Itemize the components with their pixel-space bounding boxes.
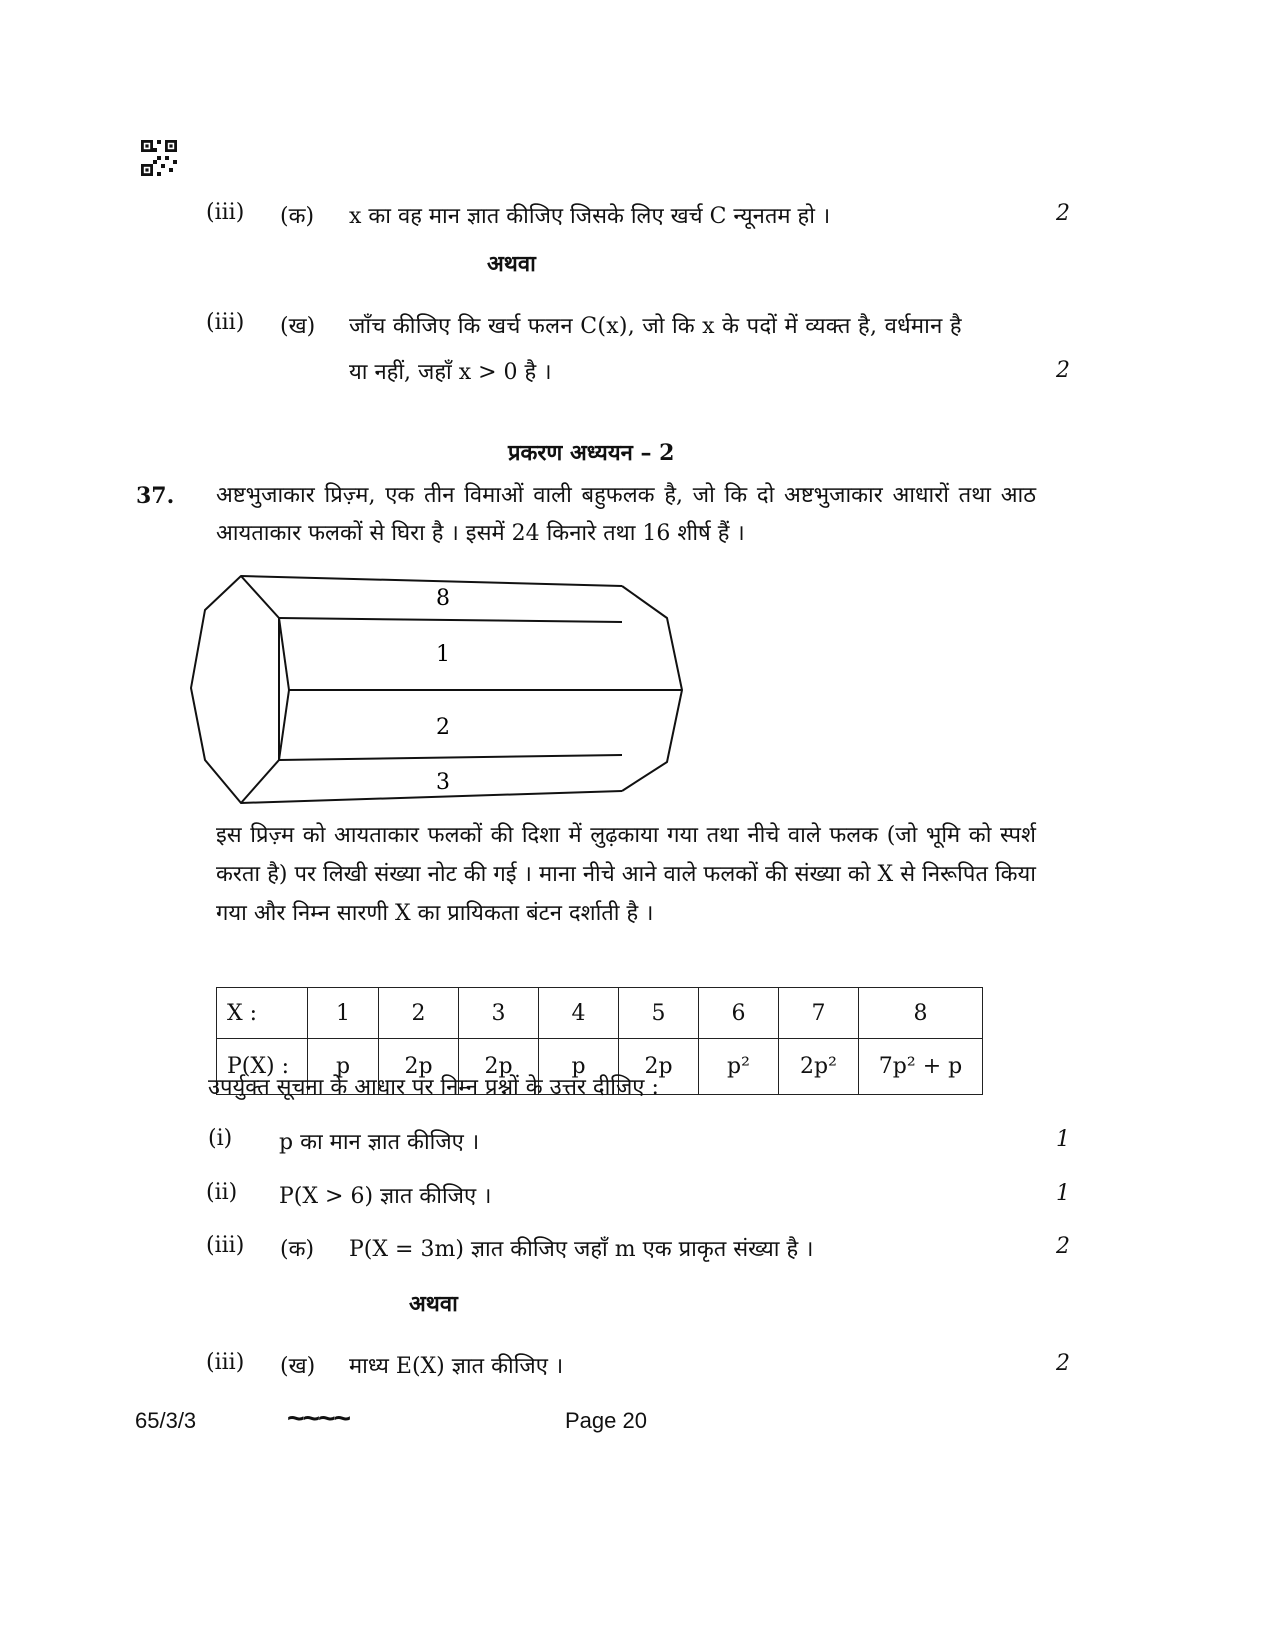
table-cell: 2p [379,1039,459,1095]
table-cell: 8 [859,988,983,1039]
case-study-heading: प्रकरण अध्ययन – 2 [508,440,675,466]
q37-description: इस प्रिज़्म को आयताकार फलकों की दिशा में लुढ़काया गया तथा नीचे वाले फलक (जो भूमि को स्पर्श करता है) पर लिखी संख्या नोट की गई । माना नीचे आने वाले फलकों की संख्या को X से निरूपित किया गया और निम्न सारणी X का प्रायिकता बंटन दर्शाती है । [216,823,1036,926]
q37-part-ii-text: P(X > 6) ज्ञात कीजिए । [279,1184,492,1209]
page-number: Page 20 [565,1408,647,1433]
q37-part-i-text: p का मान ज्ञात कीजिए । [279,1130,480,1155]
q37-part-iii-b-marks: 2 [1056,1351,1070,1376]
table-row-x [217,988,983,1039]
q36-part-a-label: (क) [280,204,315,229]
table-cell: 2p [459,1039,539,1095]
table-cell: 7p² + p [859,1039,983,1095]
q36-part-b-number: (iii) [206,310,245,335]
q37-part-i-number: (i) [208,1126,233,1151]
q37-part-iii-b-label: (ख) [280,1354,316,1379]
table-cell: 3 [459,988,539,1039]
table-cell: 2p [619,1039,699,1095]
q37-number: 37. [136,483,175,509]
table-cell: p [308,1039,379,1095]
table-header-p: P(X) : [217,1039,308,1095]
q37-part-iii-a-text: P(X = 3m) ज्ञात कीजिए जहाँ m एक प्राकृत संख्या है । [349,1237,814,1262]
table-cell: 5 [619,988,699,1039]
face-label-2: 2 [436,715,450,740]
table-cell: 2p² [779,1039,859,1095]
table-cell: 7 [779,988,859,1039]
q36-part-b-label: (ख) [280,314,316,339]
face-label-8: 8 [436,586,450,611]
footer-tilde: ~~~~ [287,1402,350,1435]
q37-intro: अष्टभुजाकार प्रिज़्म, एक तीन विमाओं वाली बहुफलक है, जो कि दो अष्टभुजाकार आधारों तथा आठ आयताकार फलकों से घिरा है । इसमें 24 किनारे तथा 16 शीर्ष हैं । [216,483,1036,546]
q36-part-b-marks: 2 [1056,358,1070,383]
q37-or: अथवा [409,1291,458,1317]
q37-instruction: उपर्युक्त सूचना के आधार पर निम्न प्रश्नों के उत्तर दीजिए : [208,1075,659,1100]
face-label-1: 1 [436,642,450,667]
q37-part-ii-number: (ii) [206,1180,238,1205]
q37-part-iii-a-marks: 2 [1056,1234,1070,1259]
table-cell: 2 [379,988,459,1039]
table-cell: 1 [308,988,379,1039]
q37-part-iii-a-label: (क) [280,1237,315,1262]
q36-part-a-marks: 2 [1056,201,1070,226]
q36-or: अथवा [487,251,536,277]
q37-part-ii-marks: 1 [1056,1181,1070,1206]
q37-part-iii-b-text: माध्य E(X) ज्ञात कीजिए । [349,1354,564,1379]
table-header-x: X : [217,988,308,1039]
q36-part-a-number: (iii) [206,200,245,225]
q36-part-b-line2: या नहीं, जहाँ x > 0 है । [349,360,552,385]
q37-part-iii-b-number: (iii) [206,1350,245,1375]
q37-part-i-marks: 1 [1056,1127,1070,1152]
table-cell: p² [699,1039,779,1095]
octagonal-prism-figure [185,568,695,813]
q36-part-b-line1: जाँच कीजिए कि खर्च फलन C(x), जो कि x के पदों में व्यक्त है, वर्धमान है [349,314,962,339]
paper-code: 65/3/3 [135,1408,197,1433]
q37-part-iii-a-number: (iii) [206,1233,245,1258]
table-cell: 4 [539,988,619,1039]
table-cell: 6 [699,988,779,1039]
table-cell: p [539,1039,619,1095]
face-label-3: 3 [436,770,450,795]
q36-part-a-text: x का वह मान ज्ञात कीजिए जिसके लिए खर्च C न्यूनतम हो । [349,204,831,229]
qr-code [141,140,177,176]
